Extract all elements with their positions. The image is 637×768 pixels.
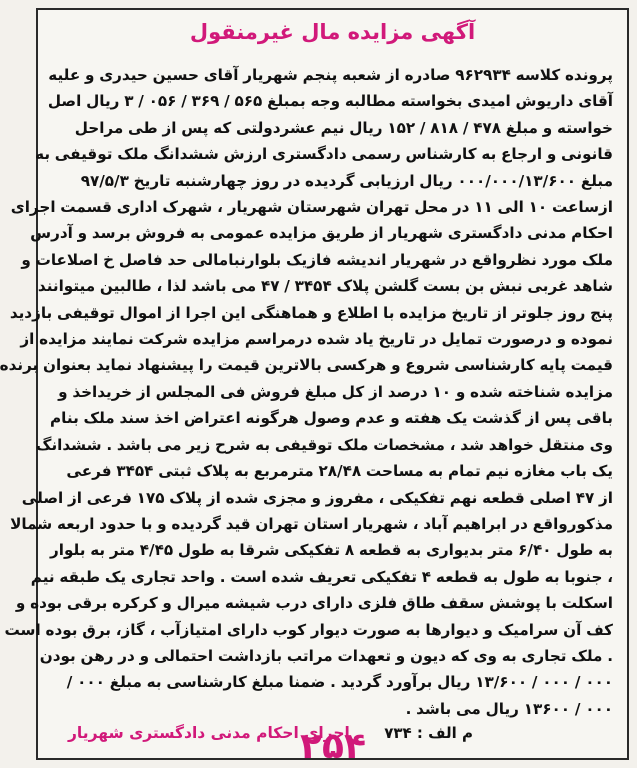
body-line: نموده و درصورت تمایل در تاریخ یاد شده درمراسم مزایده شرکت نمایند مزایده از xyxy=(20,330,613,349)
body-line: . ملک تجاری به وی که دیون و تعهدات مراتب بازداشت احتمالی و در رهن بودن xyxy=(39,646,613,665)
body-line: به طول ۶/۴۰ متر بدیواری به قطعه ۸ تفکیکی شرقا به طول ۴/۴۵ متر به بلوار xyxy=(50,541,613,560)
notice-body xyxy=(0,62,613,722)
body-line: آقای داریوش امیدی بخواسته مطالبه وجه بمبلغ ۵۶۵ / ۳۶۹ / ۰۵۶ / ۳ ریال اصل xyxy=(47,92,613,111)
notice-frame xyxy=(0,8,629,760)
body-line: پرونده کلاسه ۹۶۲۹۳۴ صادره از شعبه پنجم شهریار آقای حسین حیدری و علیه xyxy=(48,66,613,84)
body-line: قیمت پایه کارشناسی شروع و هرکسی بالاترین قیمت را پیشنهاد نماید بعنوان برنده xyxy=(0,356,613,375)
notice-title: آگهی مزایده مال غیرمنقول xyxy=(189,20,476,44)
body-line: قانونی و ارجاع به کارشناس رسمی دادگستری ارزش ششدانگ ملک توقیفی به xyxy=(35,145,613,164)
body-line: باقی پس از گذشت یک هفته و عدم وصول هرگونه اعتراض اخذ سند ملک بنام xyxy=(50,409,613,428)
body-line: ازساعت ۱۰ الی ۱۱ در محل تهران شهرستان شهریار ، شهرک اداری قسمت اجرای xyxy=(10,198,613,217)
body-line: وی منتقل خواهد شد ، مشخصات ملک توقیفی به شرح زیر می باشد . ششدانگ xyxy=(35,435,613,454)
issuer-signature: اجرای احکام مدنی دادگستری شهریار xyxy=(68,724,350,742)
issue-number-stamp: ۲۵۴ xyxy=(300,726,366,767)
body-line: ۰۰۰ / ۱۳۶۰۰ ریال می باشد . xyxy=(405,699,613,718)
body-line: مذکورواقع در ابراهیم آباد ، شهریار استان تهران قید گردیده و با حدود اربعه شمالا xyxy=(10,514,613,533)
body-line: شاهد غربی نبش بن بست گلشن پلاک ۳۴۵۴ / ۴۷ می باشد لذا ، طالبین میتوانند xyxy=(37,277,613,296)
body-line: مزایده شناخته شده و ۱۰ درصد از کل مبلغ فروش فی المجلس از خریداخذ و xyxy=(58,382,613,401)
body-line: پنج روز جلوتر از تاریخ مزایده با اطلاع و هماهنگی این اجرا از اموال توقیفی بازدید xyxy=(9,303,613,322)
body-line: کف آن سرامیک و دیوارها به صورت دیوار کوب دارای امتیازآب ، گاز، برق بوده است xyxy=(4,620,613,639)
body-line: از ۴۷ اصلی قطعه نهم تفکیکی ، مفروز و مجزی شده از پلاک ۱۷۵ فرعی از اصلی xyxy=(21,488,613,507)
reference-number: م الف : ۷۳۴ xyxy=(384,724,473,742)
body-line: ملک مورد نظرواقع در شهریار اندیشه فازیک بلوارنبامالی حد فاصل خ اصلاعات و xyxy=(21,250,613,269)
body-line: خواسته و مبلغ ۴۷۸ / ۸۱۸ / ۱۵۲ ریال نیم عشردولتی که پس از طی مراحل xyxy=(74,118,613,137)
body-line: ۰۰۰ / ۰۰۰ / ۱۳/۶۰۰ ریال برآورد گردید . ضمنا مبلغ کارشناسی به مبلغ ۰۰۰ / xyxy=(66,673,613,692)
body-line: ، جنوبا به طول به قطعه ۴ تفکیکی تعریف شده است . واحد تجاری یک طبقه نیم xyxy=(30,567,613,586)
body-line: احکام مدنی دادگستری شهریار از طریق مزایده عمومی به فروش برسد و آدرس xyxy=(30,224,613,243)
body-line: مبلغ ۰۰۰/۰۰۰/۱۳/۶۰۰ ریال ارزیابی گردیده در روز چهارشنبه تاریخ ۹۷/۵/۳ xyxy=(80,171,613,190)
body-line: اسکلت با پوشش سقف طاق فلزی دارای درب شیشه میرال و کرکره برقی بوده و xyxy=(15,594,613,613)
body-line: یک باب مغازه نیم تمام به مساحت ۲۸/۴۸ مترمربع به پلاک ثبتی ۳۴۵۴ فرعی xyxy=(66,462,613,481)
